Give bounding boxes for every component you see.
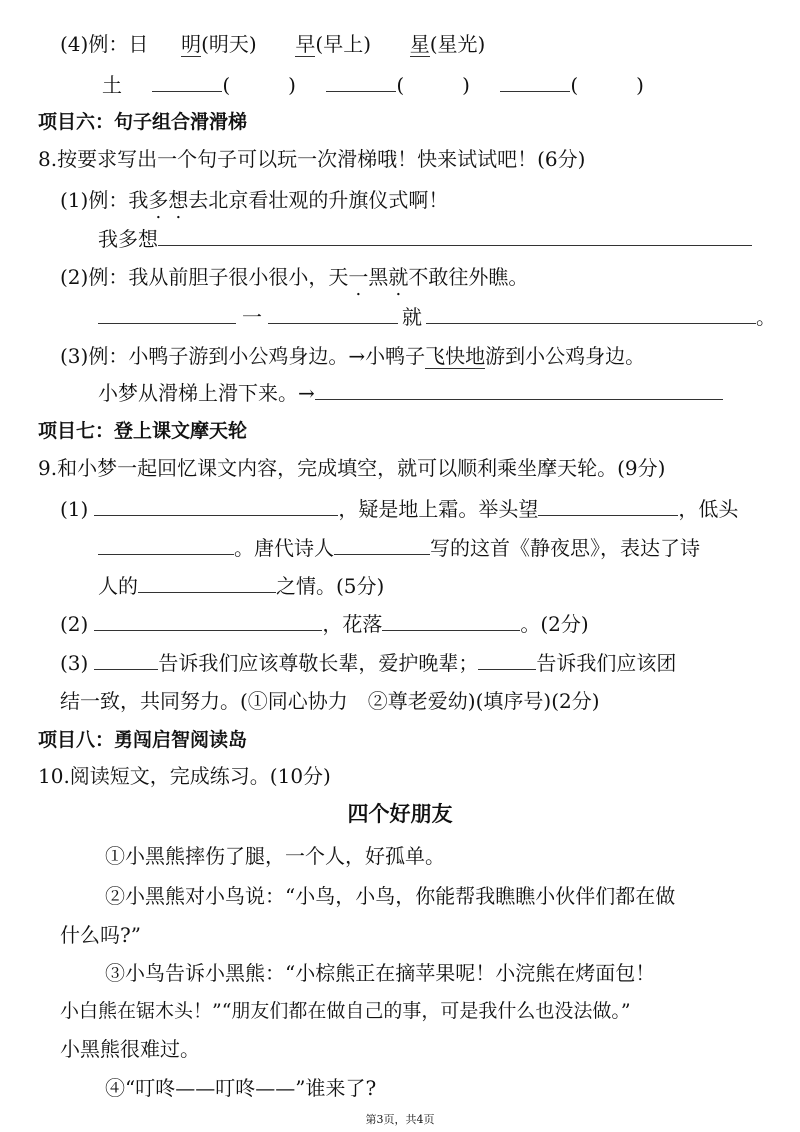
passage-para-1: ①小黑熊摔伤了腿，一个人，好孤单。: [105, 844, 445, 868]
q9-2-b: 。(2分): [520, 612, 589, 636]
q9-1-blank-5[interactable]: [138, 574, 276, 593]
q8-3-a: (3)例：小鸭子游到小公鸡身边。→小鸭子: [60, 344, 426, 368]
q8-1-prefix: (1)例：我: [60, 188, 149, 212]
q9-1-line2: [98, 535, 700, 561]
q9-1-f: 之情。(5分): [276, 574, 385, 598]
passage-para-2a: ②小黑熊对小鸟说：“小鸟，小鸟，你能帮我瞧瞧小伙伴们都在做: [105, 884, 676, 908]
q8-2-example: [60, 264, 528, 290]
q8-stem: 8.按要求写出一个句子可以玩一次滑梯哦！快来试试吧！(6分): [38, 147, 586, 171]
q8-2-dotted-2: 就: [388, 265, 409, 289]
q8-2-word-2: 就: [402, 305, 422, 329]
q9-2-a: ，花落: [322, 612, 383, 636]
q9-2-label: (2): [60, 612, 89, 636]
q8-2-dotted-1: 一: [348, 265, 369, 289]
q4-blank-1[interactable]: [152, 73, 222, 92]
q4-paren-open-3: (: [570, 73, 579, 97]
q4-fill-line: [102, 72, 644, 98]
passage-para-3a: ③小鸟告诉小黑熊：“小棕熊正在摘苹果呢！小浣熊在烤面包！: [105, 961, 656, 985]
q8-2-blank-3[interactable]: [426, 305, 756, 324]
q8-1-blank[interactable]: [158, 227, 752, 246]
passage-para-2b: 什么吗?”: [60, 923, 141, 947]
q4-base-char: 土: [102, 73, 122, 97]
q4-example-line: [60, 31, 485, 57]
q8-2-mid: 黑: [368, 265, 389, 289]
q8-2-blank-1[interactable]: [98, 305, 236, 324]
passage-para-3c: 小黑熊很难过。: [60, 1037, 200, 1061]
passage-para-3b: 小白熊在锯木头！”“朋友们都在做自己的事，可是我什么也没法做。”: [60, 1000, 631, 1022]
q4-example-1-pinyin: (明天): [201, 32, 257, 56]
q9-1-c: 。唐代诗人: [234, 536, 334, 560]
q8-1-fill-prefix: 我多想: [98, 227, 158, 251]
q8-2-word-1: 一: [242, 305, 262, 329]
q4-example-2: 早: [295, 32, 316, 56]
section-7-heading: 项目七：登上课文摩天轮: [38, 420, 248, 442]
q4-blank-2[interactable]: [326, 73, 396, 92]
q9-3-blank-1[interactable]: [94, 651, 158, 670]
q4-paren-close-1: ): [288, 73, 296, 97]
passage-title: 四个好朋友: [347, 802, 453, 826]
q4-blank-3[interactable]: [500, 73, 570, 92]
q8-3-b: 游到小公鸡身边。: [485, 344, 646, 368]
q9-1-blank-3[interactable]: [98, 536, 234, 555]
q4-example-1: 明: [181, 32, 202, 56]
q9-1-blank-4[interactable]: [334, 536, 430, 555]
q8-2-fill: [98, 304, 776, 330]
q8-2-suffix: 不敢往外瞧。: [408, 265, 529, 289]
q9-1-a: ，疑是地上霜。举头望: [338, 497, 539, 521]
q9-3-blank-2[interactable]: [478, 651, 536, 670]
q9-2-line: [60, 611, 589, 637]
q9-1-e: 人的: [98, 574, 138, 598]
q4-example-3-word: (星光): [429, 32, 486, 56]
q8-3-example: [60, 343, 645, 369]
q8-2-end: 。: [756, 305, 776, 329]
page-footer: 第3页，共4页: [365, 1113, 435, 1126]
q8-3-underlined: 飞快地: [425, 344, 486, 368]
q4-example-3: 星: [409, 32, 430, 56]
q4-paren-close-3: ): [636, 73, 644, 97]
q9-3-line1: [60, 650, 676, 676]
q4-paren-open-1: (: [222, 73, 231, 97]
q9-3-label: (3): [60, 651, 89, 675]
section-6-heading: 项目六：句子组合滑滑梯: [38, 111, 248, 133]
q9-1-line3: [98, 573, 384, 599]
q8-3-fill-prefix: 小梦从滑梯上滑下来。→: [98, 381, 315, 405]
q9-3-a: 告诉我们应该尊敬长辈，爱护晚辈；: [158, 651, 479, 675]
q4-paren-close-2: ): [462, 73, 470, 97]
q8-1-fill: [98, 226, 752, 252]
q9-1-label: (1): [60, 497, 89, 521]
q8-1-suffix: 去北京看壮观的升旗仪式啊！: [188, 188, 449, 212]
q4-example-2-word: (早上): [315, 32, 371, 56]
q9-1-d: 写的这首《静夜思》，表达了诗: [430, 536, 700, 560]
q9-stem: 9.和小梦一起回忆课文内容，完成填空，就可以顺利乘坐摩天轮。(9分): [38, 456, 666, 480]
q8-1-example: [60, 187, 448, 213]
q8-3-fill: [98, 380, 723, 406]
q4-label: (4)例：日: [60, 32, 149, 56]
q10-stem: 10.阅读短文，完成练习。(10分): [38, 764, 331, 788]
q9-1-blank-1[interactable]: [94, 497, 338, 516]
passage-para-4: ④“叮咚——叮咚——”谁来了?: [105, 1076, 377, 1100]
q9-1-blank-2[interactable]: [538, 497, 678, 516]
q4-paren-open-2: (: [396, 73, 405, 97]
q9-3-b: 告诉我们应该团: [536, 651, 677, 675]
q8-2-prefix: (2)例：我从前胆子很小很小，天: [60, 265, 349, 289]
q9-2-blank-1[interactable]: [94, 612, 322, 631]
q8-1-dotted-2: 想: [168, 188, 189, 212]
q8-3-blank[interactable]: [315, 381, 723, 400]
q8-1-dotted-1: 多: [148, 188, 169, 212]
q9-2-blank-2[interactable]: [382, 612, 520, 631]
q9-1-b: ，低头: [678, 497, 739, 521]
q9-3-line2: 结一致，共同努力。(①同心协力 ②尊老爱幼)(填序号)(2分): [60, 689, 600, 713]
section-8-heading: 项目八：勇闯启智阅读岛: [38, 729, 248, 751]
q9-1-line1: [60, 496, 738, 522]
q8-2-blank-2[interactable]: [268, 305, 398, 324]
